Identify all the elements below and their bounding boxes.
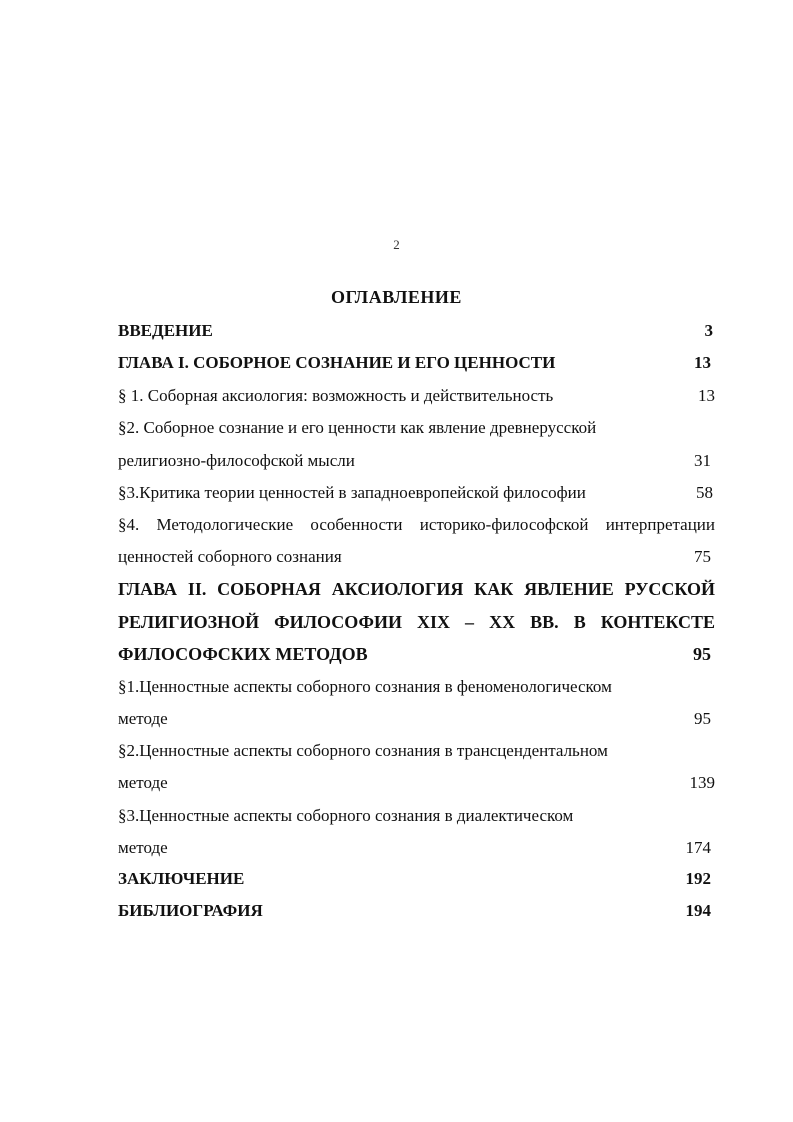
toc-entry-page: 95 [694,709,711,728]
toc-entry-ch1-s4-line1[interactable] [118,515,715,535]
toc-entry-text: ГЛАВА II. СОБОРНАЯ АКСИОЛОГИЯ КАК ЯВЛЕНИЕ РУССКОЙ [118,579,715,599]
toc-entry-page: 139 [689,773,715,792]
toc-entry-chapter-2-line2[interactable] [118,612,715,633]
toc-entry-page: 3 [704,321,713,340]
toc-entry-text: § 1. Соборная аксиология: возможность и действительность [118,386,554,405]
toc-entry-text: ФИЛОСОФСКИХ МЕТОДОВ [118,644,368,664]
toc-entry-text: §3.Критика теории ценностей в западноевропейской философии [118,483,586,502]
toc-entry-page: 58 [696,483,713,502]
toc-entry-text: §3.Ценностные аспекты соборного сознания в диалектическом [118,806,574,825]
toc-entry-page: 95 [693,644,711,664]
toc-entry-text: методе [118,838,168,857]
toc-entry-page: 13 [694,353,711,372]
toc-entry-chapter-2-line1[interactable] [118,579,715,600]
toc-entry-page: 13 [698,386,715,405]
toc-entry-text: ГЛАВА I. СОБОРНОЕ СОЗНАНИЕ И ЕГО ЦЕННОСТИ [118,353,556,372]
toc-entry-text: §1.Ценностные аспекты соборного сознания в феноменологическом [118,677,612,696]
toc-entry-text: §2. Соборное сознание и его ценности как явление древнерусской [118,418,597,437]
toc-entry-text: §4. Методологические особенности историко-философской интерпретации [118,515,715,534]
page-number: 2 [393,237,400,252]
toc-entry-text: ЗАКЛЮЧЕНИЕ [118,869,245,888]
toc-entry-text: методе [118,773,168,792]
toc-title: ОГЛАВЛЕНИЕ [331,287,462,307]
toc-entry-text: ВВЕДЕНИЕ [118,321,213,340]
toc-entry-page: 194 [685,901,711,920]
toc-entry-page: 31 [694,451,711,470]
toc-entry-text: БИБЛИОГРАФИЯ [118,901,263,920]
toc-entry-text: религиозно-философской мысли [118,451,355,470]
toc-entry-text: §2.Ценностные аспекты соборного сознания в трансцендентальном [118,741,608,760]
toc-entry-page: 75 [694,547,711,566]
toc-entry-text: РЕЛИГИОЗНОЙ ФИЛОСОФИИ XIX – XX ВВ. В КОНТЕКСТЕ [118,612,715,632]
toc-entry-text: методе [118,709,168,728]
toc-entry-text: ценностей соборного сознания [118,547,342,566]
toc-entry-page: 192 [685,869,711,888]
toc-entry-page: 174 [685,838,711,857]
